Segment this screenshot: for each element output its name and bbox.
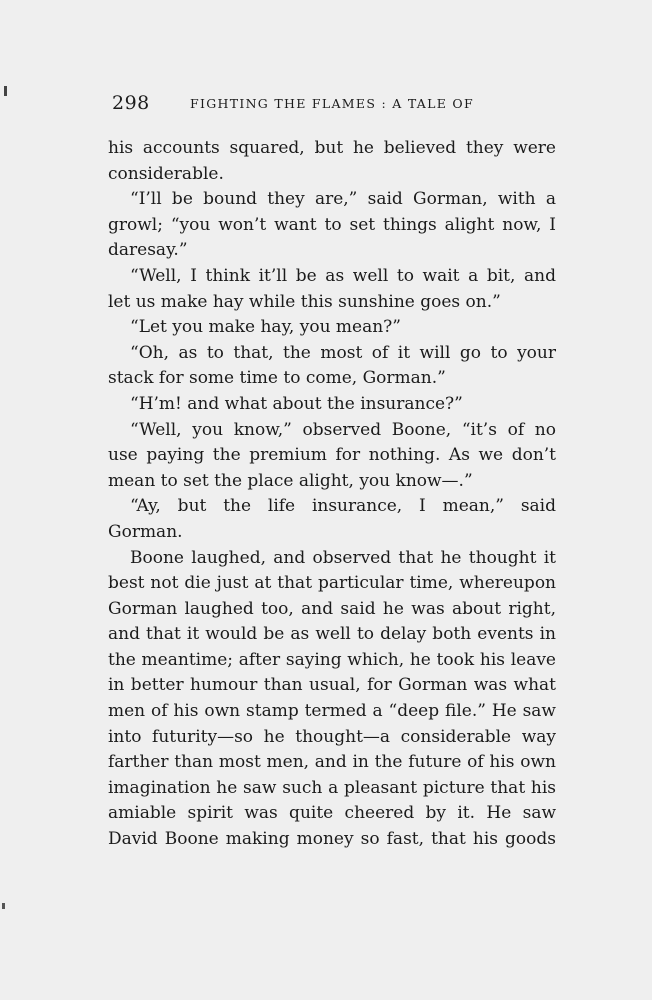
text-line: daresay.” [108, 240, 188, 261]
text-line: Gorman. [108, 521, 183, 542]
text-line: “Well, I think it’ll be as well to wait a bit, and [130, 265, 556, 286]
text-line: growl; “you won’t want to set things alight now, I [108, 214, 556, 235]
text-line: “Let you make hay, you mean?” [130, 317, 401, 338]
margin-mark [4, 86, 7, 96]
text-line: considerable. [108, 163, 224, 184]
text-line: his accounts squared, but he believed they were [108, 138, 556, 158]
text-line: and that it would be as well to delay both events in [108, 624, 556, 645]
text-line: men of his own stamp termed a “deep file.” He saw [108, 701, 556, 722]
text-line: “Oh, as to that, the most of it will go to your [130, 342, 556, 363]
text-line: the meantime; after saying which, he took his leave [108, 649, 556, 670]
text-line: “Well, you know,” observed Boone, “it’s of no [130, 419, 556, 440]
text-line: amiable spirit was quite cheered by it. He saw [108, 803, 556, 824]
text-line: Gorman laughed too, and said he was about right, [108, 598, 556, 619]
running-title: FIGHTING THE FLAMES : A TALE OF [190, 96, 474, 111]
text-line: mean to set the place alight, you know—.” [108, 470, 473, 491]
body-text [108, 136, 556, 853]
text-line: imagination he saw such a pleasant picture that his [108, 777, 556, 798]
text-line: “I’ll be bound they are,” said Gorman, with a [130, 189, 556, 210]
text-line: Boone laughed, and observed that he thought it [130, 547, 556, 568]
margin-mark [2, 903, 5, 909]
text-line: in better humour than usual, for Gorman was what [108, 675, 556, 696]
text-line: let us make hay while this sunshine goes on.” [108, 291, 501, 312]
page-header [112, 92, 552, 120]
text-line: David Boone making money so fast, that his goods [108, 829, 556, 850]
text-line: use paying the premium for nothing. As we don’t [108, 445, 556, 466]
text-line: best not die just at that particular time, whereupon [108, 573, 556, 594]
text-line: stack for some time to come, Gorman.” [108, 368, 446, 389]
text-line: “Ay, but the life insurance, I mean,” said [130, 496, 556, 517]
page-number: 298 [112, 92, 150, 114]
text-line: farther than most men, and in the future of his own [108, 752, 556, 773]
text-line: “H’m! and what about the insurance?” [130, 393, 463, 414]
text-line: into futurity—so he thought—a considerable way [108, 726, 556, 747]
